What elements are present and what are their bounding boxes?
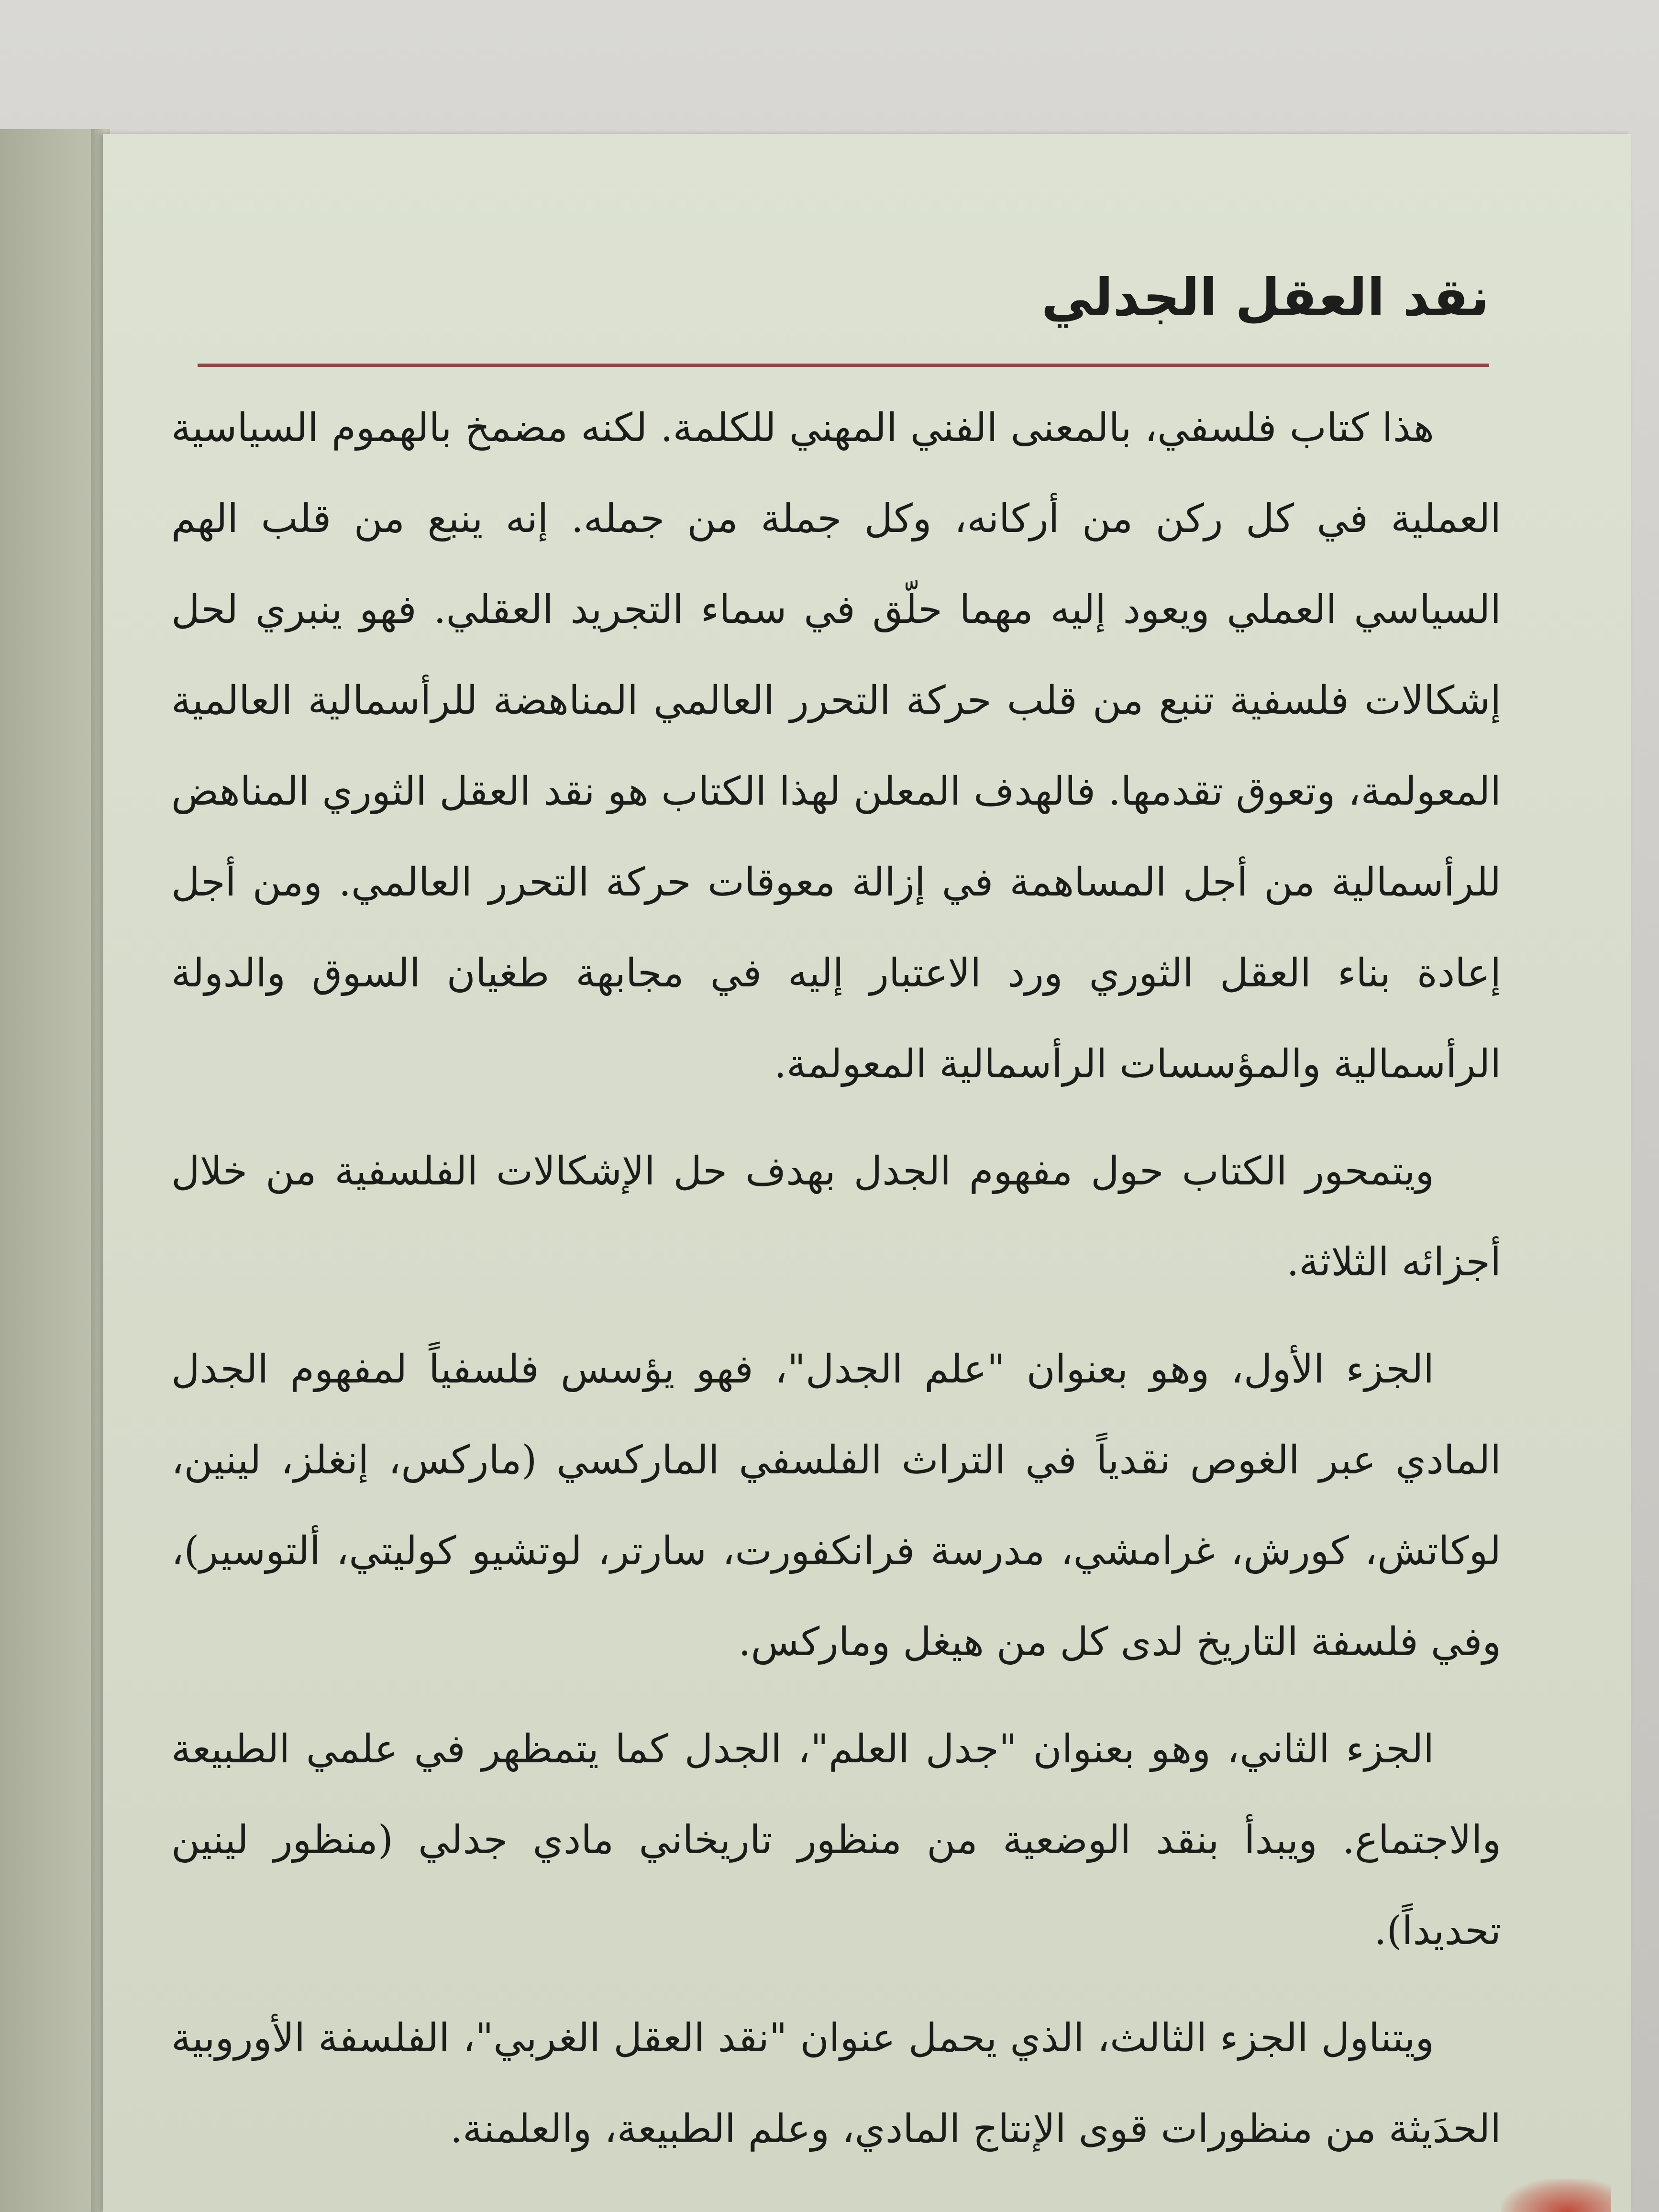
paragraph-part-three: ويتناول الجزء الثالث، الذي يحمل عنوان "نقد العقل الغربي"، الفلسفة الأوروبية الحدَيثة من منظورات قوى الإنتاج المادي، وعلم الطبيعة، والعلمنة. <box>171 2015 1501 2152</box>
page-header <box>198 268 1489 378</box>
paragraph-intro: هذا كتاب فلسفي، بالمعنى الفني المهني للكلمة. لكنه مضمخ بالهموم السياسية العملية في كل ركن من أركانه، وكل جملة من جمله. إنه ينبع من قلب الهم السياسي العملي ويعود إليه مهما حلّق في سماء التجريد العقلي. فهو ينبري لحل إشكالات فلسفية تنبع من قلب حركة التحرر العالمي المناهضة للرأسمالية العالمية المعولمة، وتعوق تقدمها. فالهدف المعلن لهذا الكتاب هو نقد العقل الثوري المناهض للرأسمالية من أجل المساهمة في إزالة معوقات حركة التحرر العالمي. ومن أجل إعادة بناء العقل الثوري ورد الاعتبار إليه في مجابهة طغيان السوق والدولة الرأسمالية والمؤسسات الرأسمالية المعولمة. <box>171 405 1501 1087</box>
paragraph-structure: ويتمحور الكتاب حول مفهوم الجدل بهدف حل الإشكالات الفلسفية من خلال أجزائه الثلاثة. <box>171 1149 1501 1285</box>
page-body <box>171 383 1501 2191</box>
red-object-corner <box>1501 2179 1611 2212</box>
paragraph-part-one: الجزء الأول، وهو بعنوان "علم الجدل"، فهو يؤسس فلسفياً لمفهوم الجدل المادي عبر الغوص نقدياً في التراث الفلسفي الماركسي (ماركس، إنغلز، لينين، لوكاتش، كورش، غرامشي، مدرسة فرانكفورت، سارتر، لوتشيو كوليتي، ألتوسير)، وفي فلسفة التاريخ لدى كل من هيغل وماركس. <box>171 1347 1501 1665</box>
title-divider <box>198 364 1489 367</box>
page-title: نقد العقل الجدلي <box>1041 268 1489 328</box>
paragraph-part-two: الجزء الثاني، وهو بعنوان "جدل العلم"، الجدل كما يتمظهر في علمي الطبيعة والاجتماع. ويبدأ بنقد الوضعية من منظور تاريخاني مادي جدلي (منظور لينين تحديداً). <box>171 1726 1501 1954</box>
